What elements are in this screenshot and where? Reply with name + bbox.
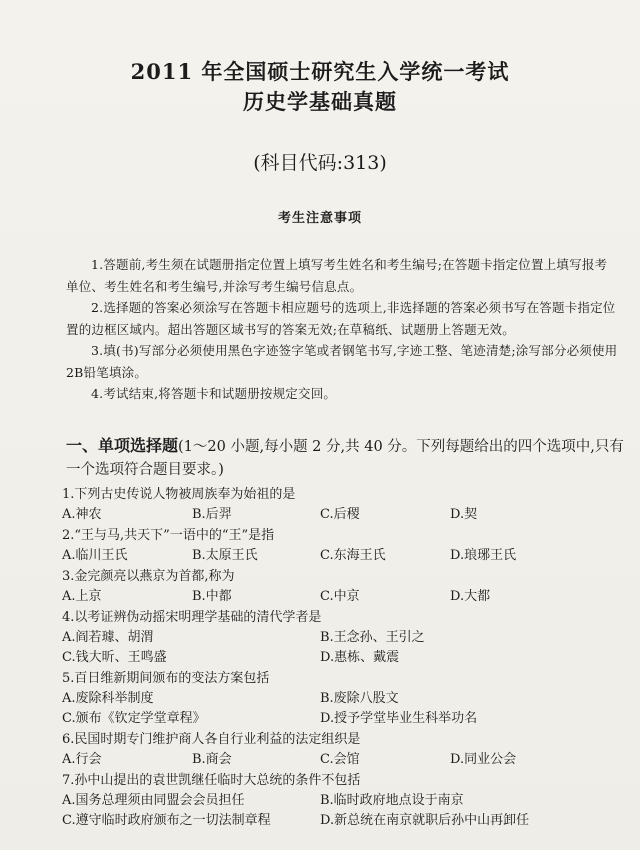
question-stem: 2.“王与马,共天下”一语中的“王”是指 (62, 528, 275, 543)
option-c: C.遵守临时政府颁布之一切法制章程 (62, 813, 271, 828)
option-b: B.太原王氏 (192, 548, 258, 563)
option-a: A.行会 (62, 752, 102, 767)
question-6 (62, 729, 628, 770)
question-5 (62, 668, 628, 729)
option-a: A.国务总理须由同盟会会员担任 (62, 793, 245, 808)
option-b: B.临时政府地点设于南京 (320, 793, 464, 808)
option-d: D.琅琊王氏 (450, 548, 517, 563)
question-1 (62, 484, 628, 525)
section-instruction: (1～20 小题,每小题 2 分,共 40 分。下列每题给出的四个选项中,只有一个选项符合题目要求。) (66, 439, 624, 478)
option-a: A.上京 (62, 589, 102, 604)
option-c: C.东海王氏 (320, 548, 386, 563)
question-options (62, 709, 628, 729)
section-title: 一、单项选择题 (66, 436, 179, 455)
option-b: B.后羿 (192, 507, 232, 522)
option-c: C.后稷 (320, 507, 360, 522)
option-c: C.会馆 (320, 752, 360, 767)
section-heading (66, 434, 626, 482)
option-d: D.惠栋、戴震 (320, 650, 400, 665)
option-c: C.钱大昕、王鸣盛 (62, 650, 167, 665)
question-options (62, 750, 628, 770)
notice-heading: 考生注意事项 (277, 211, 362, 226)
option-c: C.颁布《钦定学堂章程》 (62, 711, 206, 726)
question-options (62, 505, 628, 525)
option-d: D.大都 (450, 589, 491, 604)
question-stem: 1.下列古史传说人物被周族奉为始祖的是 (62, 487, 296, 502)
question-list (62, 484, 628, 831)
question-options (62, 628, 628, 648)
option-b: B.商会 (192, 752, 232, 767)
option-b: B.废除八股文 (320, 691, 399, 706)
option-b: B.中都 (192, 589, 232, 604)
question-stem: 7.孙中山提出的袁世凯继任临时大总统的条件不包括 (62, 773, 361, 788)
option-d: D.同业公会 (450, 752, 517, 767)
option-b: B.王念孙、王引之 (320, 630, 425, 645)
option-a: A.临川王氏 (62, 548, 128, 563)
option-a: A.阎若璩、胡渭 (62, 630, 154, 645)
question-options (62, 811, 628, 831)
notice-item: 3.填(书)写部分必须使用黑色字迹签字笔或者钢笔书写,字迹工整、笔迹清楚;涂写部分必须使用2B铅笔填涂。 (66, 343, 618, 380)
option-a: A.神农 (62, 507, 102, 522)
subject-code: (科目代码:313) (253, 152, 387, 174)
question-stem: 4.以考证辨伪动摇宋明理学基础的清代学者是 (62, 610, 322, 625)
question-2 (62, 525, 628, 566)
question-3 (62, 566, 628, 607)
question-options (62, 587, 628, 607)
option-d: D.授予学堂毕业生科举功名 (320, 711, 478, 726)
question-options (62, 791, 628, 811)
notice-item: 4.考试结束,将答题卡和试题册按规定交回。 (91, 386, 337, 401)
question-7 (62, 770, 628, 831)
question-stem: 5.百日维新期间颁布的变法方案包括 (62, 671, 270, 686)
question-options (62, 648, 628, 668)
question-stem: 3.金完颜亮以燕京为首都,称为 (62, 569, 235, 584)
exam-subtitle: 历史学基础真题 (243, 89, 397, 114)
notice-item: 2.选择题的答案必须涂写在答题卡相应题号的选项上,非选择题的答案必须书写在答题卡指定位置的边框区域内。超出答题区域书写的答案无效;在草稿纸、试题册上答题无效。 (66, 300, 616, 337)
notice-item: 1.答题前,考生须在试题册指定位置上填写考生姓名和考生编号;在答题卡指定位置上填写报考单位、考生姓名和考生编号,并涂写考生编号信息点。 (66, 257, 608, 294)
exam-title: 2011 年全国硕士研究生入学统一考试 (130, 59, 510, 84)
question-stem: 6.民国时期专门维护商人各自行业利益的法定组织是 (62, 732, 361, 747)
option-d: D.新总统在南京就职后孙中山再卸任 (320, 813, 530, 828)
option-d: D.契 (450, 507, 478, 522)
question-4 (62, 607, 628, 668)
question-options (62, 546, 628, 566)
question-options (62, 689, 628, 709)
option-a: A.废除科举制度 (62, 691, 154, 706)
notice-list (66, 254, 618, 405)
option-c: C.中京 (320, 589, 360, 604)
